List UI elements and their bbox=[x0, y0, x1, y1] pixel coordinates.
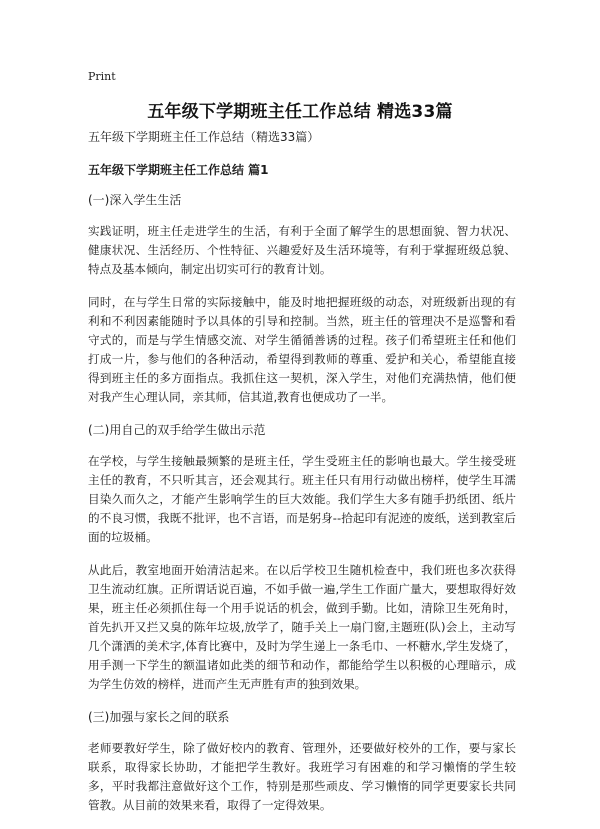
document-subtitle: 五年级下学期班主任工作总结（精选33篇） bbox=[88, 130, 320, 144]
paragraph: 实践证明，班主任走进学生的生活，有利于全面了解学生的思想面貌、智力状况、健康状况、生活经历、个性特征、兴趣爱好及生活环境等，有利于掌握班级总貌、特点及基本倾向，制定出切实可行的教育计划。 bbox=[88, 224, 516, 276]
section-heading: (二)用自己的双手给学生做出示范 bbox=[88, 423, 266, 437]
print-link[interactable]: Print bbox=[88, 70, 116, 83]
paragraph: 在学校，与学生接触最频繁的是班主任，学生受班主任的影响也最大。学生接受班主任的教育，不只听其言，还会观其行。班主任只有用行动做出榜样，使学生耳濡目染久而久之，才能产生影响学生的巨大效能。我们学生大多有随手扔纸团、纸片的不良习惯，我既不批评，也不言语，而是躬身--拾起印有泥迹的废纸，送到教室后面的垃圾桶。 bbox=[88, 454, 516, 544]
section-heading: (三)加强与家长之间的联系 bbox=[88, 710, 230, 724]
document-body bbox=[88, 128, 516, 829]
section-heading: (一)深入学生生活 bbox=[88, 193, 182, 207]
paragraph: 同时，在与学生日常的实际接触中，能及时地把握班级的动态，对班级新出现的有利和不利因素能随时予以具体的引导和控制。当然，班主任的管理决不是巡警和看守式的，而是与学生情感交流、对学生循循善诱的过程。孩子们希望班主任和他们打成一片，参与他们的各种活动，希望得到教师的尊重、爱护和关心，希望能直接得到班主任的多方面指点。我抓住这一契机，深入学生，对他们充满热情，他们便对我产生心理认同，亲其师，信其道,教育也便成功了一半。 bbox=[88, 295, 516, 404]
section-title: 五年级下学期班主任工作总结 篇1 bbox=[88, 163, 269, 177]
page-title: 五年级下学期班主任工作总结 精选33篇 bbox=[147, 102, 453, 122]
paragraph: 从此后，教室地面开始清洁起来。在以后学校卫生随机检查中，我们班也多次获得卫生流动红旗。正所谓话说百遍，不如手做一遍,学生工作面广量大，要想取得好效果，班主任必须抓住每一个用手说话的机会，做到手勤。比如，清除卫生死角时，首先扒开又拦又臭的陈年垃圾,放学了，随手关上一扇门窗,主题班(队)会上，主动写几个潇洒的美术字,体育比赛中，及时为学生递上一条毛巾、一杯糖水,学生发烧了，用手测一下学生的额温诸如此类的细节和动作，都能给学生以积极的心理暗示，成为学生仿效的榜样，进而产生无声胜有声的独到效果。 bbox=[88, 563, 516, 691]
paragraph: 老师要教好学生，除了做好校内的教育、管理外，还要做好校外的工作，要与家长联系，取得家长协助，才能把学生教好。我班学习有困难的和学习懒惰的学生较多，平时我都注意做好这个工作，特别是那些顽皮、学习懒惰的同学更要家长共同管教。从目前的效果来看，取得了一定得效果。 bbox=[88, 741, 516, 812]
